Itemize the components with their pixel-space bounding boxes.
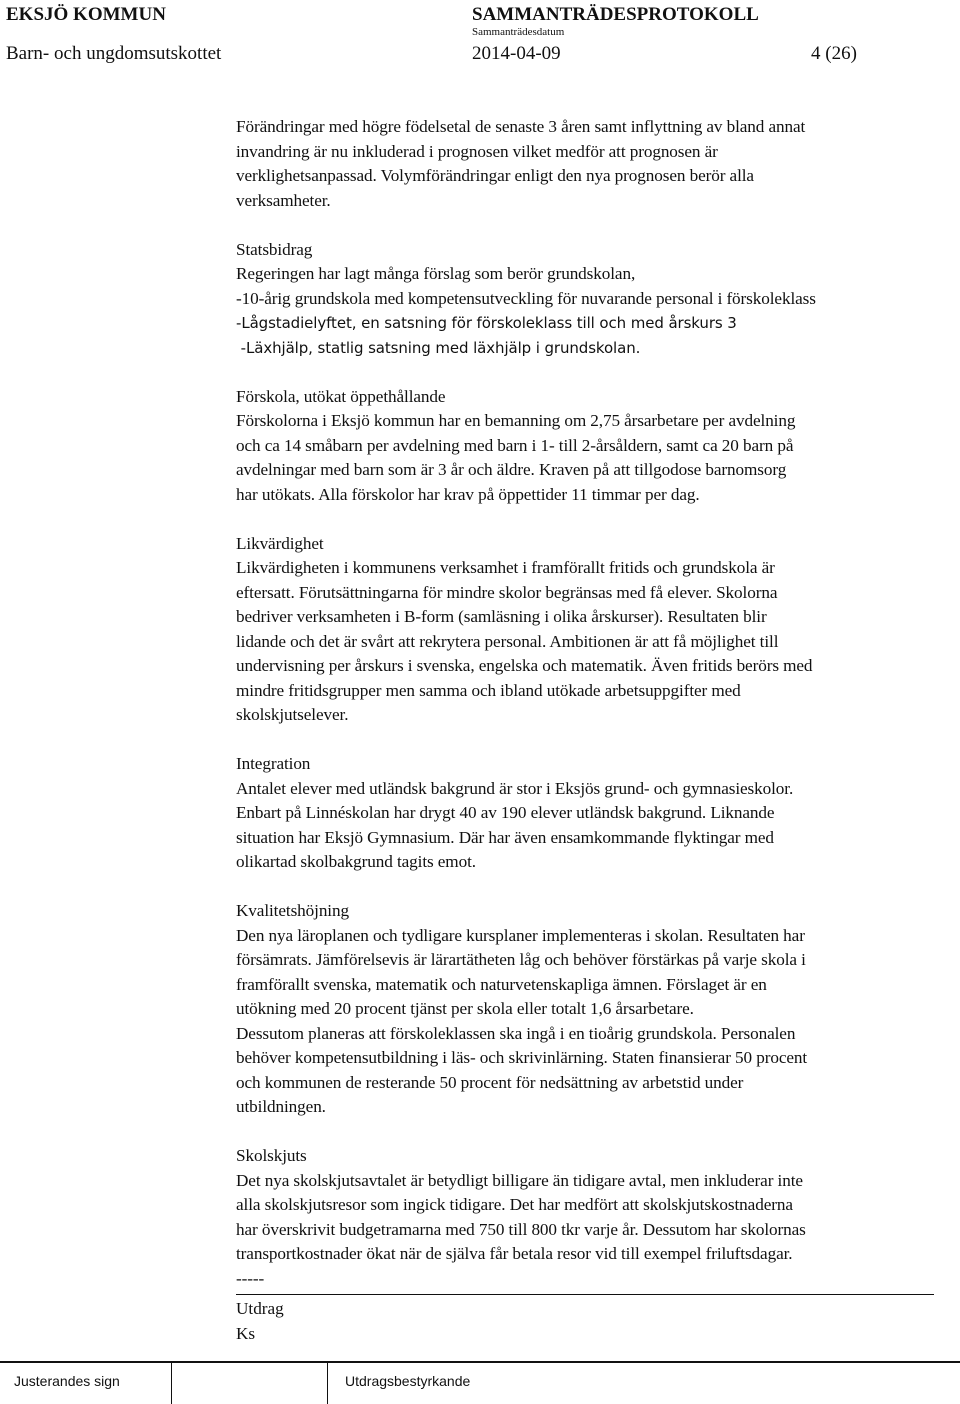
- text-line: har utökats. Alla förskolor har krav på öppettider 11 timmar per dag.: [236, 484, 700, 504]
- text-line: lidande och det är svårt att rekrytera personal. Ambitionen är att få möjlighet till: [236, 631, 779, 651]
- date-label: Sammanträdesdatum: [472, 26, 565, 38]
- text-line: alla skolskjutsresor som ingick tidigare. Det har medfört att skolskjutskostnaderna: [236, 1195, 793, 1214]
- section-terminator: -----: [236, 1268, 265, 1288]
- text-line: avdelningar med barn som är 3 år och äldre. Kraven på att tillgodose barnomsorg: [236, 460, 787, 479]
- section-skolskjuts: [236, 1144, 936, 1291]
- text-line: Förändringar med högre födelsetal de senaste 3 åren samt inflyttning av bland annat: [236, 117, 806, 136]
- text-line: -Läxhjälp, statlig satsning med läxhjälp i grundskolan.: [236, 338, 641, 357]
- text-line: Den nya läroplanen och tydligare kursplaner implementeras i skolan. Resultaten har: [236, 925, 805, 945]
- text-line: invandring är nu inkluderad i prognosen vilket medför att prognosen är: [236, 141, 718, 161]
- section-integration: [236, 752, 936, 875]
- section-forskola: [236, 385, 936, 508]
- text-line: Enbart på Linnéskolan har drygt 40 av 190 elever utländsk bakgrund. Liknande: [236, 803, 775, 822]
- text-line: försämrats. Jämförelsevis är lärartätheten låg och behöver förstärkas på varje skola i: [236, 950, 806, 969]
- distribution-divider: [236, 1294, 934, 1295]
- text-line: undervisning per årskurs i svenska, engelska och matematik. Även fritids berörs med: [236, 656, 813, 675]
- document-type: SAMMANTRÄDESPROTOKOLL: [472, 4, 759, 25]
- section-heading: Förskola, utökat öppethållande: [236, 386, 446, 406]
- text-line: utbildningen.: [236, 1097, 326, 1116]
- utdragsbestyrkande-label: Utdragsbestyrkande: [345, 1373, 471, 1389]
- justerandes-sign-label: Justerandes sign: [14, 1373, 120, 1389]
- text-line: verksamheter.: [236, 190, 331, 210]
- page-number: 4 (26): [811, 43, 857, 64]
- text-line: och ca 14 småbarn per avdelning med barn i 1- till 2-årsåldern, samt ca 20 barn på: [236, 435, 794, 455]
- distribution-label: Utdrag: [236, 1299, 284, 1318]
- text-line: Regeringen har lagt många förslag som berör grundskolan,: [236, 264, 636, 283]
- section-likvardighet: [236, 532, 936, 728]
- text-line: framförallt svenska, matematik och naturvetenskapliga ämnen. Förslaget är en: [236, 974, 767, 994]
- text-line: skolskjutselever.: [236, 705, 349, 724]
- section-kvalitetshojning: [236, 899, 936, 1120]
- meeting-date: 2014-04-09: [472, 43, 561, 64]
- text-line: Dessutom planeras att förskoleklassen ska ingå i en tioårig grundskola. Personalen: [236, 1023, 796, 1043]
- distribution-recipient: Ks: [236, 1324, 256, 1343]
- text-line: Det nya skolskjutsavtalet är betydligt billigare än tidigare avtal, men inkluderar inte: [236, 1170, 803, 1190]
- committee-name: Barn- och ungdomsutskottet: [6, 43, 222, 64]
- section-heading: Likvärdighet: [236, 533, 324, 553]
- text-line: och kommunen de resterande 50 procent för nedsättning av arbetstid under: [236, 1072, 744, 1092]
- text-line: Förskolorna i Eksjö kommun har en bemanning om 2,75 årsarbetare per avdelning: [236, 411, 796, 430]
- section-heading: Statsbidrag: [236, 239, 313, 259]
- text-line: utökning med 20 procent tjänst per skola eller totalt 1,6 årsarbetare.: [236, 999, 694, 1018]
- section-heading: Integration: [236, 754, 311, 773]
- text-line: -Lågstadielyftet, en satsning för förskoleklass till och med årskurs 3: [236, 314, 737, 332]
- text-line: bedriver verksamheten i B-form (samläsning i olika årskurser). Resultaten blir: [236, 607, 767, 626]
- text-line: mindre fritidsgrupper men samma och ibland utökade arbetsuppgifter med: [236, 680, 741, 700]
- text-line: Antalet elever med utländsk bakgrund är stor i Eksjös grund- och gymnasieskolor.: [236, 778, 794, 798]
- footer-divider: [327, 1362, 328, 1404]
- text-line: behöver kompetensutbildning i läs- och skrivinlärning. Staten finansierar 50 procent: [236, 1048, 808, 1067]
- section-heading: Kvalitetshöjning: [236, 901, 349, 920]
- text-line: har överskrivit budgetramarna med 750 till 800 tkr varje år. Dessutom har skolornas: [236, 1219, 806, 1239]
- text-line: verklighetsanpassad. Volymförändringar enligt den nya prognosen berör alla: [236, 166, 754, 185]
- text-line: situation har Eksjö Gymnasium. Där har även ensamkommande flyktingar med: [236, 827, 774, 847]
- text-line: -10-årig grundskola med kompetensutveckling för nuvarande personal i förskoleklass: [236, 288, 816, 308]
- section-statsbidrag: [236, 238, 936, 361]
- section-heading: Skolskjuts: [236, 1146, 307, 1165]
- protocol-body: [236, 115, 936, 1291]
- text-line: transportkostnader ökat när de själva får betala resor vid till exempel friluftsdagar.: [236, 1244, 793, 1263]
- text-line: eftersatt. Förutsättningarna för mindre skolor begränsas med få elever. Skolorna: [236, 582, 778, 602]
- footer-divider: [171, 1362, 172, 1404]
- footer-top-border: [0, 1361, 960, 1363]
- intro-paragraph: [236, 115, 936, 213]
- text-line: Likvärdigheten i kommunens verksamhet i framförallt fritids och grundskola är: [236, 558, 775, 577]
- text-line: olikartad skolbakgrund tagits emot.: [236, 852, 476, 871]
- org-name: EKSJÖ KOMMUN: [6, 4, 166, 25]
